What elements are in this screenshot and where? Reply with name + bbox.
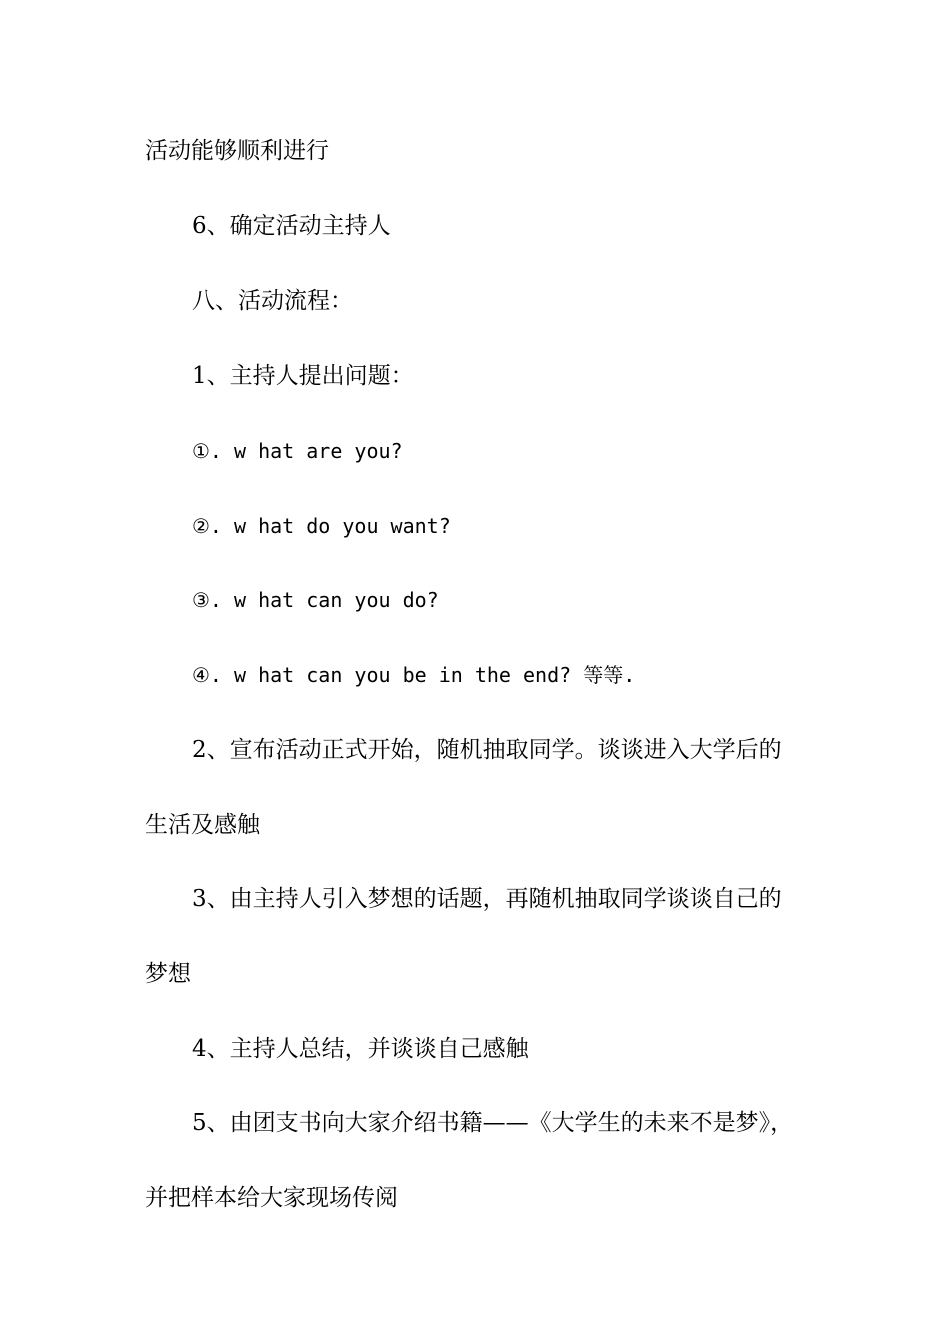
paragraph-line: 生活及感触 bbox=[145, 812, 260, 838]
paragraph-line: 梦想 bbox=[145, 961, 191, 987]
question-item-4: ④. w hat can you be in the end? 等等. bbox=[192, 663, 636, 687]
question-item-1: ①. w hat are you? bbox=[192, 439, 403, 463]
paragraph-line: 活动能够顺利进行 bbox=[145, 138, 329, 164]
list-item-summary: 4、主持人总结，并谈谈自己感触 bbox=[192, 1036, 529, 1062]
list-item-start: 2、宣布活动正式开始，随机抽取同学。谈谈进入大学后的 bbox=[192, 737, 782, 763]
paragraph-line: 并把样本给大家现场传阅 bbox=[145, 1185, 398, 1211]
list-item-questions: 1、主持人提出问题： bbox=[192, 363, 414, 389]
section-heading-process: 八、活动流程： bbox=[192, 288, 353, 314]
question-item-3: ③. w hat can you do? bbox=[192, 588, 439, 612]
list-item-book: 5、由团支书向大家介绍书籍——《大学生的未来不是梦》， bbox=[192, 1110, 794, 1136]
list-item-host: 6、确定活动主持人 bbox=[192, 213, 391, 239]
list-item-dream-topic: 3、由主持人引入梦想的话题，再随机抽取同学谈谈自己的 bbox=[192, 886, 782, 912]
question-item-2: ②. w hat do you want? bbox=[192, 514, 451, 538]
